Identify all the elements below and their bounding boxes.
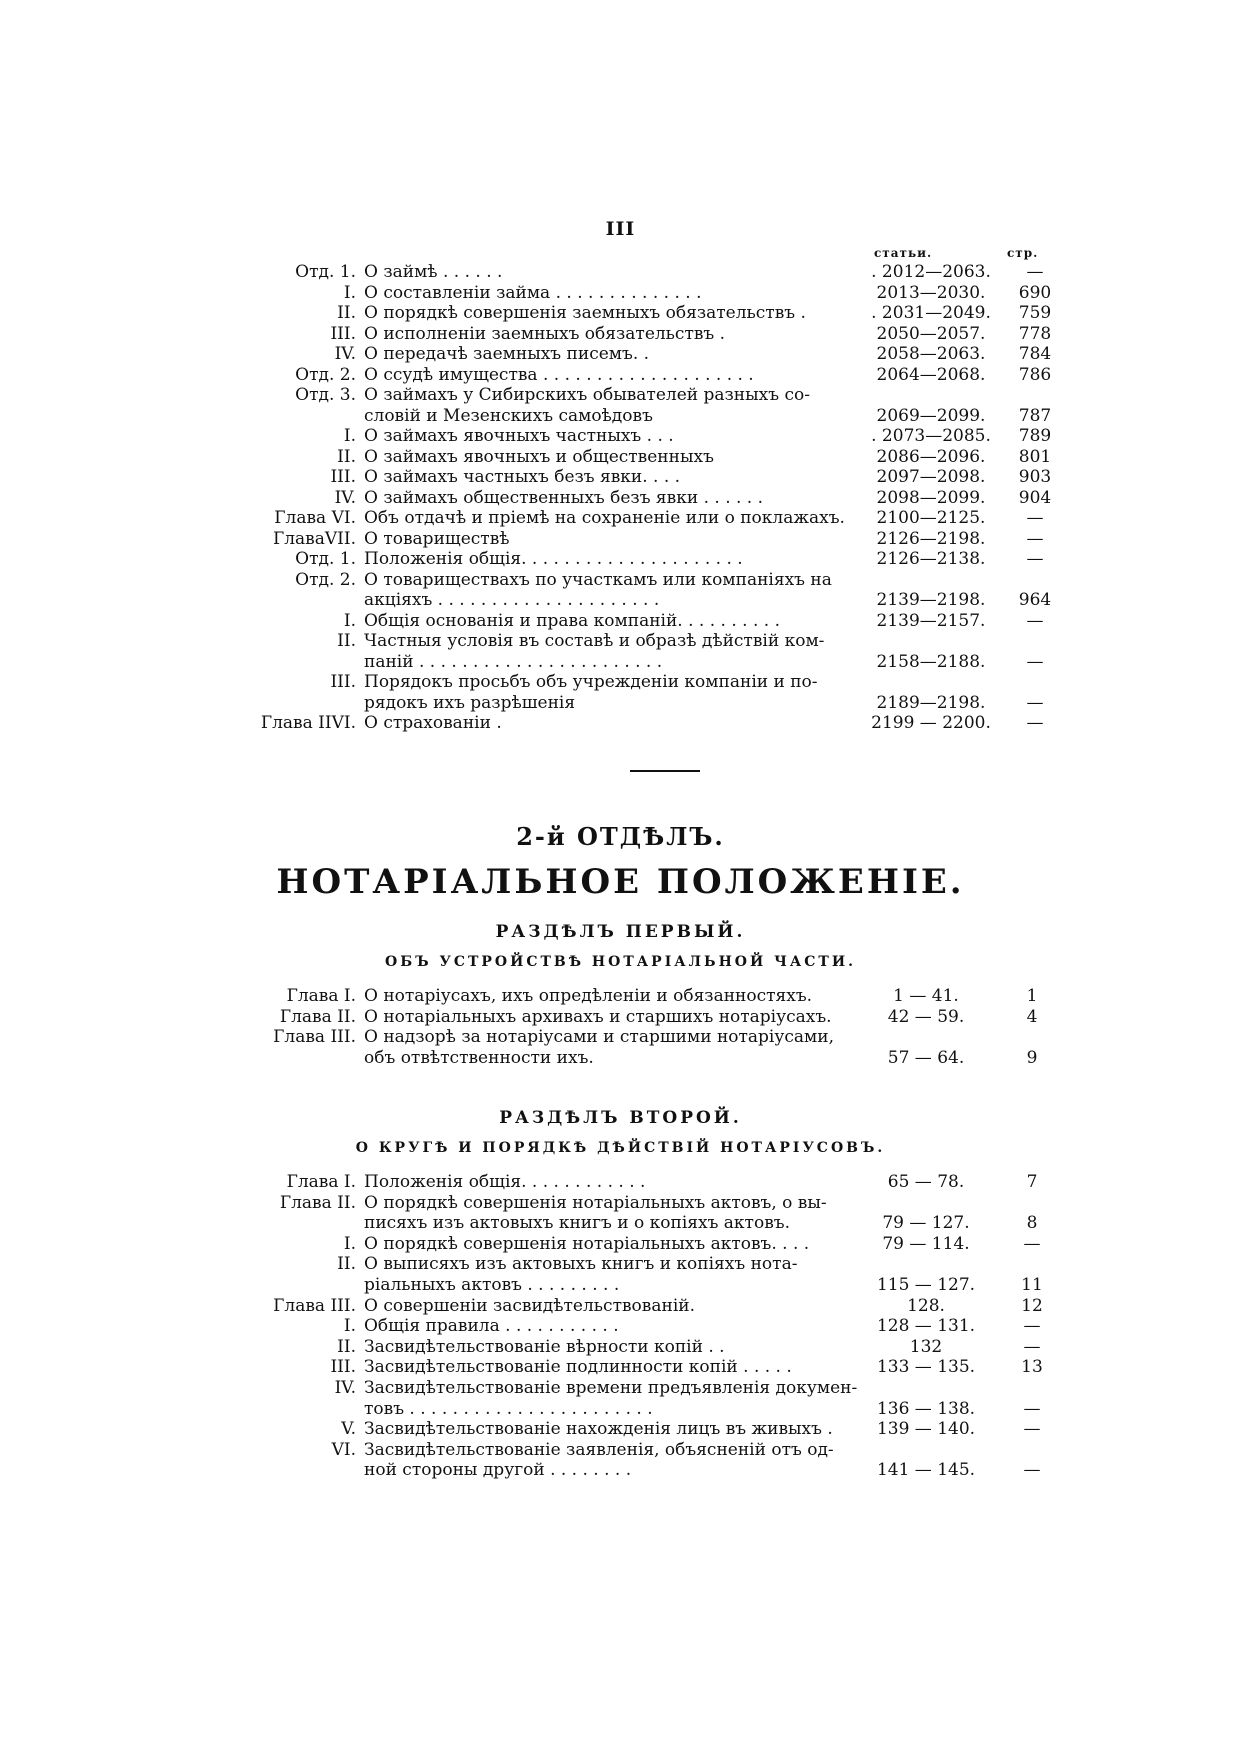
toc-label: IV.	[334, 344, 356, 364]
toc-row	[0, 693, 1241, 713]
toc-text: О товариществѣ	[364, 528, 510, 549]
toc-page: —	[1023, 1419, 1041, 1440]
toc-label: Отд. 1.	[295, 262, 356, 282]
toc-text: Засвидѣтельствованіе подлинности копій . . . . .	[364, 1357, 792, 1378]
toc-text: О займахъ общественныхъ безъ явки . . . . . .	[364, 487, 764, 508]
toc-row	[0, 1460, 1241, 1480]
toc-page: 904	[1018, 487, 1052, 508]
toc-text: О нотаріусахъ, ихъ опредѣленіи и обязанностяхъ.	[364, 986, 813, 1006]
toc-label: Глава I.	[286, 986, 356, 1006]
toc-label: IV.	[334, 487, 356, 508]
toc-label: Отд. 2.	[295, 569, 356, 590]
toc-label: Глава III.	[273, 1295, 356, 1316]
toc-label: I.	[343, 1316, 356, 1337]
toc-text: О займахъ явочныхъ частныхъ . . .	[364, 426, 674, 446]
toc-article-range: 42 — 59.	[887, 1006, 965, 1027]
toc-page: —	[1026, 528, 1044, 549]
toc-text: Положенія общія. . . . . . . . . . . . . . . . . . . . .	[364, 549, 743, 569]
toc-label: III.	[330, 672, 356, 692]
toc-text: О займѣ . . . . . .	[364, 262, 503, 282]
toc-article-range: 2126—2138.	[876, 549, 986, 569]
column-header-articles: статьи.	[874, 246, 933, 260]
toc-text: товъ . . . . . . . . . . . . . . . . . . . . . . .	[364, 1398, 653, 1419]
toc-article-range: 136 — 138.	[876, 1398, 976, 1419]
toc-row	[0, 1357, 1241, 1377]
toc-row	[0, 344, 1241, 364]
toc-page: 964	[1018, 590, 1052, 610]
toc-label: III.	[330, 1357, 356, 1378]
toc-label: VI.	[331, 1439, 356, 1460]
toc-text: словій и Мезенскихъ самоѣдовъ	[364, 405, 653, 426]
toc-page: —	[1023, 1398, 1041, 1419]
toc-row	[0, 570, 1241, 590]
toc-text: О товариществахъ по участкамъ или компаніяхъ на	[364, 569, 832, 590]
toc-row	[0, 1296, 1241, 1316]
toc-article-range: 2100—2125.	[876, 508, 986, 528]
toc-label: IV.	[334, 1378, 356, 1398]
toc-row	[0, 611, 1241, 631]
toc-row	[0, 385, 1241, 405]
toc-page: —	[1026, 651, 1044, 672]
toc-text: О займахъ явочныхъ и общественныхъ	[364, 446, 714, 467]
toc-text: Общія правила . . . . . . . . . . .	[364, 1316, 619, 1337]
toc-row	[0, 406, 1241, 426]
toc-page: —	[1023, 1336, 1041, 1357]
toc-label: Отд. 2.	[295, 364, 356, 385]
toc-row	[0, 1213, 1241, 1233]
page-number: III	[605, 218, 636, 240]
toc-article-range: 79 — 127.	[882, 1213, 970, 1234]
toc-article-range: 139 — 140.	[876, 1419, 976, 1440]
toc-row	[0, 447, 1241, 467]
toc-row	[0, 1027, 1241, 1047]
toc-page: 7	[1026, 1172, 1038, 1192]
toc-row	[0, 467, 1241, 487]
toc-text: Засвидѣтельствованіе времени предъявленія докумен-	[364, 1378, 858, 1398]
toc-article-range: 132	[909, 1336, 943, 1357]
toc-article-range: 133 — 135.	[876, 1357, 976, 1378]
toc-page: 690	[1018, 282, 1052, 303]
toc-page: 903	[1018, 467, 1052, 487]
toc-label: Отд. 3.	[295, 385, 356, 405]
toc-text: Общія основанія и права компаній. . . . . . . . . .	[364, 610, 780, 631]
part2-subheading: О КРУГѢ И ПОРЯДКѢ ДѢЙСТВІЙ НОТАРІУСОВЪ.	[355, 1140, 886, 1156]
toc-article-range: 2158—2188.	[876, 651, 986, 672]
toc-article-range: 2097—2098.	[876, 467, 986, 487]
toc-label: Глава VI.	[274, 508, 356, 528]
toc-row	[0, 631, 1241, 651]
part1-heading: РАЗДѢЛЪ ПЕРВЫЙ.	[495, 922, 746, 942]
toc-article-range: 141 — 145.	[876, 1460, 976, 1481]
toc-text: Засвидѣтельствованіе вѣрности копій . .	[364, 1336, 725, 1357]
toc-article-range: . 2073—2085.	[871, 426, 991, 446]
toc-article-range: 2098—2099.	[876, 487, 986, 508]
toc-page: 787	[1018, 405, 1052, 426]
toc-text: Частныя условія въ составѣ и образѣ дѣйствій ком-	[364, 631, 825, 651]
toc-page: —	[1026, 262, 1044, 282]
toc-label: ГлаваVII.	[272, 528, 356, 549]
toc-page: 784	[1018, 344, 1052, 364]
toc-label: III.	[330, 467, 356, 487]
toc-page: 13	[1021, 1357, 1043, 1378]
toc-page: —	[1026, 549, 1044, 569]
toc-label: I.	[343, 610, 356, 631]
toc-page: 8	[1026, 1213, 1038, 1234]
toc-row	[0, 529, 1241, 549]
toc-row	[0, 1399, 1241, 1419]
toc-label: I.	[343, 1233, 356, 1254]
toc-label: Глава I.	[286, 1172, 356, 1192]
toc-text: О займахъ частныхъ безъ явки. . . .	[364, 467, 681, 487]
toc-row	[0, 1048, 1241, 1068]
toc-label: Глава II.	[279, 1192, 356, 1213]
toc-label: II.	[337, 1336, 356, 1357]
toc-label: II.	[337, 303, 356, 323]
toc-row	[0, 549, 1241, 569]
toc-article-range: 2189—2198.	[876, 692, 986, 713]
toc-article-range: 2069—2099.	[876, 405, 986, 426]
toc-text: Объ отдачѣ и пріемѣ на сохраненіе или о поклажахъ.	[364, 508, 845, 528]
toc-article-range: 2013—2030.	[876, 282, 986, 303]
toc-row	[0, 1007, 1241, 1027]
toc-label: I.	[343, 426, 356, 446]
toc-row	[0, 1234, 1241, 1254]
toc-text: паній . . . . . . . . . . . . . . . . . . . . . . .	[364, 651, 663, 672]
toc-label: II.	[337, 446, 356, 467]
toc-page: 11	[1021, 1275, 1043, 1295]
toc-article-range: 2139—2198.	[876, 590, 986, 610]
toc-row	[0, 303, 1241, 323]
toc-article-range: 2086—2096.	[876, 446, 986, 467]
toc-row	[0, 986, 1241, 1006]
toc-text: О порядкѣ совершенія заемныхъ обязательствъ .	[364, 303, 806, 323]
toc-row	[0, 1254, 1241, 1274]
toc-row	[0, 365, 1241, 385]
toc-row	[0, 426, 1241, 446]
toc-article-range: 128.	[907, 1295, 945, 1316]
toc-page: 778	[1018, 323, 1052, 344]
toc-row	[0, 262, 1241, 282]
toc-article-range: 2139—2157.	[876, 610, 986, 631]
toc-text: объ отвѣтственности ихъ.	[364, 1047, 594, 1068]
toc-article-range: 2126—2198.	[876, 528, 986, 549]
toc-text: писяхъ изъ актовыхъ книгъ и о копіяхъ актовъ.	[364, 1213, 790, 1234]
toc-text: О выписяхъ изъ актовыхъ книгъ и копіяхъ нота-	[364, 1254, 798, 1275]
toc-row	[0, 324, 1241, 344]
toc-article-range: 2199 — 2200.	[871, 713, 991, 733]
toc-row	[0, 1172, 1241, 1192]
toc-label: II.	[337, 631, 356, 651]
toc-page: 789	[1018, 426, 1052, 446]
toc-text: О совершеніи засвидѣтельствованій.	[364, 1295, 695, 1316]
toc-row	[0, 672, 1241, 692]
column-header-pages: стр.	[1007, 246, 1039, 260]
toc-article-range: 2050—2057.	[876, 323, 986, 344]
toc-article-range: 115 — 127.	[876, 1275, 976, 1295]
section-title-large: НОТАРІАЛЬНОЕ ПОЛОЖЕНІЕ.	[276, 862, 965, 902]
toc-label: Глава II.	[279, 1006, 356, 1027]
section-divider-rule	[630, 770, 700, 772]
part1-subheading: ОБЪ УСТРОЙСТВѢ НОТАРІАЛЬНОЙ ЧАСТИ.	[385, 954, 856, 970]
toc-text: Засвидѣтельствованіе заявленія, объясненій отъ од-	[364, 1439, 834, 1460]
toc-article-range: 65 — 78.	[887, 1172, 965, 1192]
toc-label: Глава IIVI.	[260, 713, 356, 733]
toc-text: ной стороны другой . . . . . . . .	[364, 1460, 632, 1481]
toc-text: О порядкѣ совершенія нотаріальныхъ актовъ, о вы-	[364, 1192, 827, 1213]
toc-page: —	[1023, 1233, 1041, 1254]
toc-text: О нотаріальныхъ архивахъ и старшихъ нотаріусахъ.	[364, 1006, 832, 1027]
toc-label: Глава III.	[273, 1027, 356, 1047]
toc-text: ріальныхъ актовъ . . . . . . . . .	[364, 1275, 620, 1295]
toc-text: О страхованіи .	[364, 713, 502, 733]
toc-row	[0, 1337, 1241, 1357]
toc-page: —	[1026, 610, 1044, 631]
toc-row	[0, 1275, 1241, 1295]
toc-row	[0, 590, 1241, 610]
toc-article-range: 57 — 64.	[887, 1047, 965, 1068]
toc-row	[0, 1193, 1241, 1213]
toc-row	[0, 1419, 1241, 1439]
toc-row	[0, 283, 1241, 303]
toc-page: —	[1026, 692, 1044, 713]
toc-page: 4	[1026, 1006, 1038, 1027]
toc-article-range: 2064—2068.	[876, 364, 986, 385]
toc-row	[0, 1378, 1241, 1398]
toc-row	[0, 1316, 1241, 1336]
toc-page: —	[1026, 713, 1044, 733]
section-title-small: 2-й ОТДѢЛЪ.	[516, 822, 725, 851]
toc-page: 759	[1018, 303, 1052, 323]
toc-page: —	[1023, 1460, 1041, 1481]
toc-article-range: . 2031—2049.	[871, 303, 991, 323]
toc-row	[0, 713, 1241, 733]
toc-article-range: 128 — 131.	[876, 1316, 976, 1337]
toc-text: акціяхъ . . . . . . . . . . . . . . . . . . . . .	[364, 590, 660, 610]
toc-text: О порядкѣ совершенія нотаріальныхъ актовъ. . . .	[364, 1233, 810, 1254]
toc-label: III.	[330, 323, 356, 344]
toc-text: О составленіи займа . . . . . . . . . . . . . .	[364, 282, 702, 303]
toc-page: —	[1023, 1316, 1041, 1337]
toc-text: О исполненіи заемныхъ обязательствъ .	[364, 323, 726, 344]
toc-label: II.	[337, 1254, 356, 1275]
toc-article-range: 79 — 114.	[882, 1233, 970, 1254]
toc-article-range: 1 — 41.	[893, 986, 959, 1006]
toc-page: 801	[1018, 446, 1052, 467]
toc-page: 12	[1021, 1295, 1043, 1316]
toc-article-range: 2058—2063.	[876, 344, 986, 364]
toc-text: О надзорѣ за нотаріусами и старшими нотаріусами,	[364, 1027, 834, 1047]
toc-text: Положенія общія. . . . . . . . . . . .	[364, 1172, 646, 1192]
toc-page: 9	[1026, 1047, 1038, 1068]
part2-heading: РАЗДѢЛЪ ВТОРОЙ.	[499, 1108, 742, 1128]
toc-page: 1	[1026, 986, 1038, 1006]
toc-text: Засвидѣтельствованіе нахожденія лицъ въ живыхъ .	[364, 1419, 833, 1440]
toc-text: О передачѣ заемныхъ писемъ. .	[364, 344, 650, 364]
toc-label: I.	[343, 282, 356, 303]
toc-label: Отд. 1.	[295, 549, 356, 569]
toc-text: О займахъ у Сибирскихъ обывателей разныхъ со-	[364, 385, 810, 405]
toc-row	[0, 508, 1241, 528]
toc-text: рядокъ ихъ разрѣшенія	[364, 692, 576, 713]
toc-row	[0, 488, 1241, 508]
toc-text: О ссудѣ имущества . . . . . . . . . . . . . . . . . . . .	[364, 364, 754, 385]
toc-page: 786	[1018, 364, 1052, 385]
toc-article-range: . 2012—2063.	[871, 262, 991, 282]
toc-text: Порядокъ просьбъ объ учрежденіи компаніи и по-	[364, 672, 818, 692]
toc-row	[0, 652, 1241, 672]
toc-page: —	[1026, 508, 1044, 528]
toc-label: V.	[341, 1419, 356, 1440]
toc-row	[0, 1440, 1241, 1460]
